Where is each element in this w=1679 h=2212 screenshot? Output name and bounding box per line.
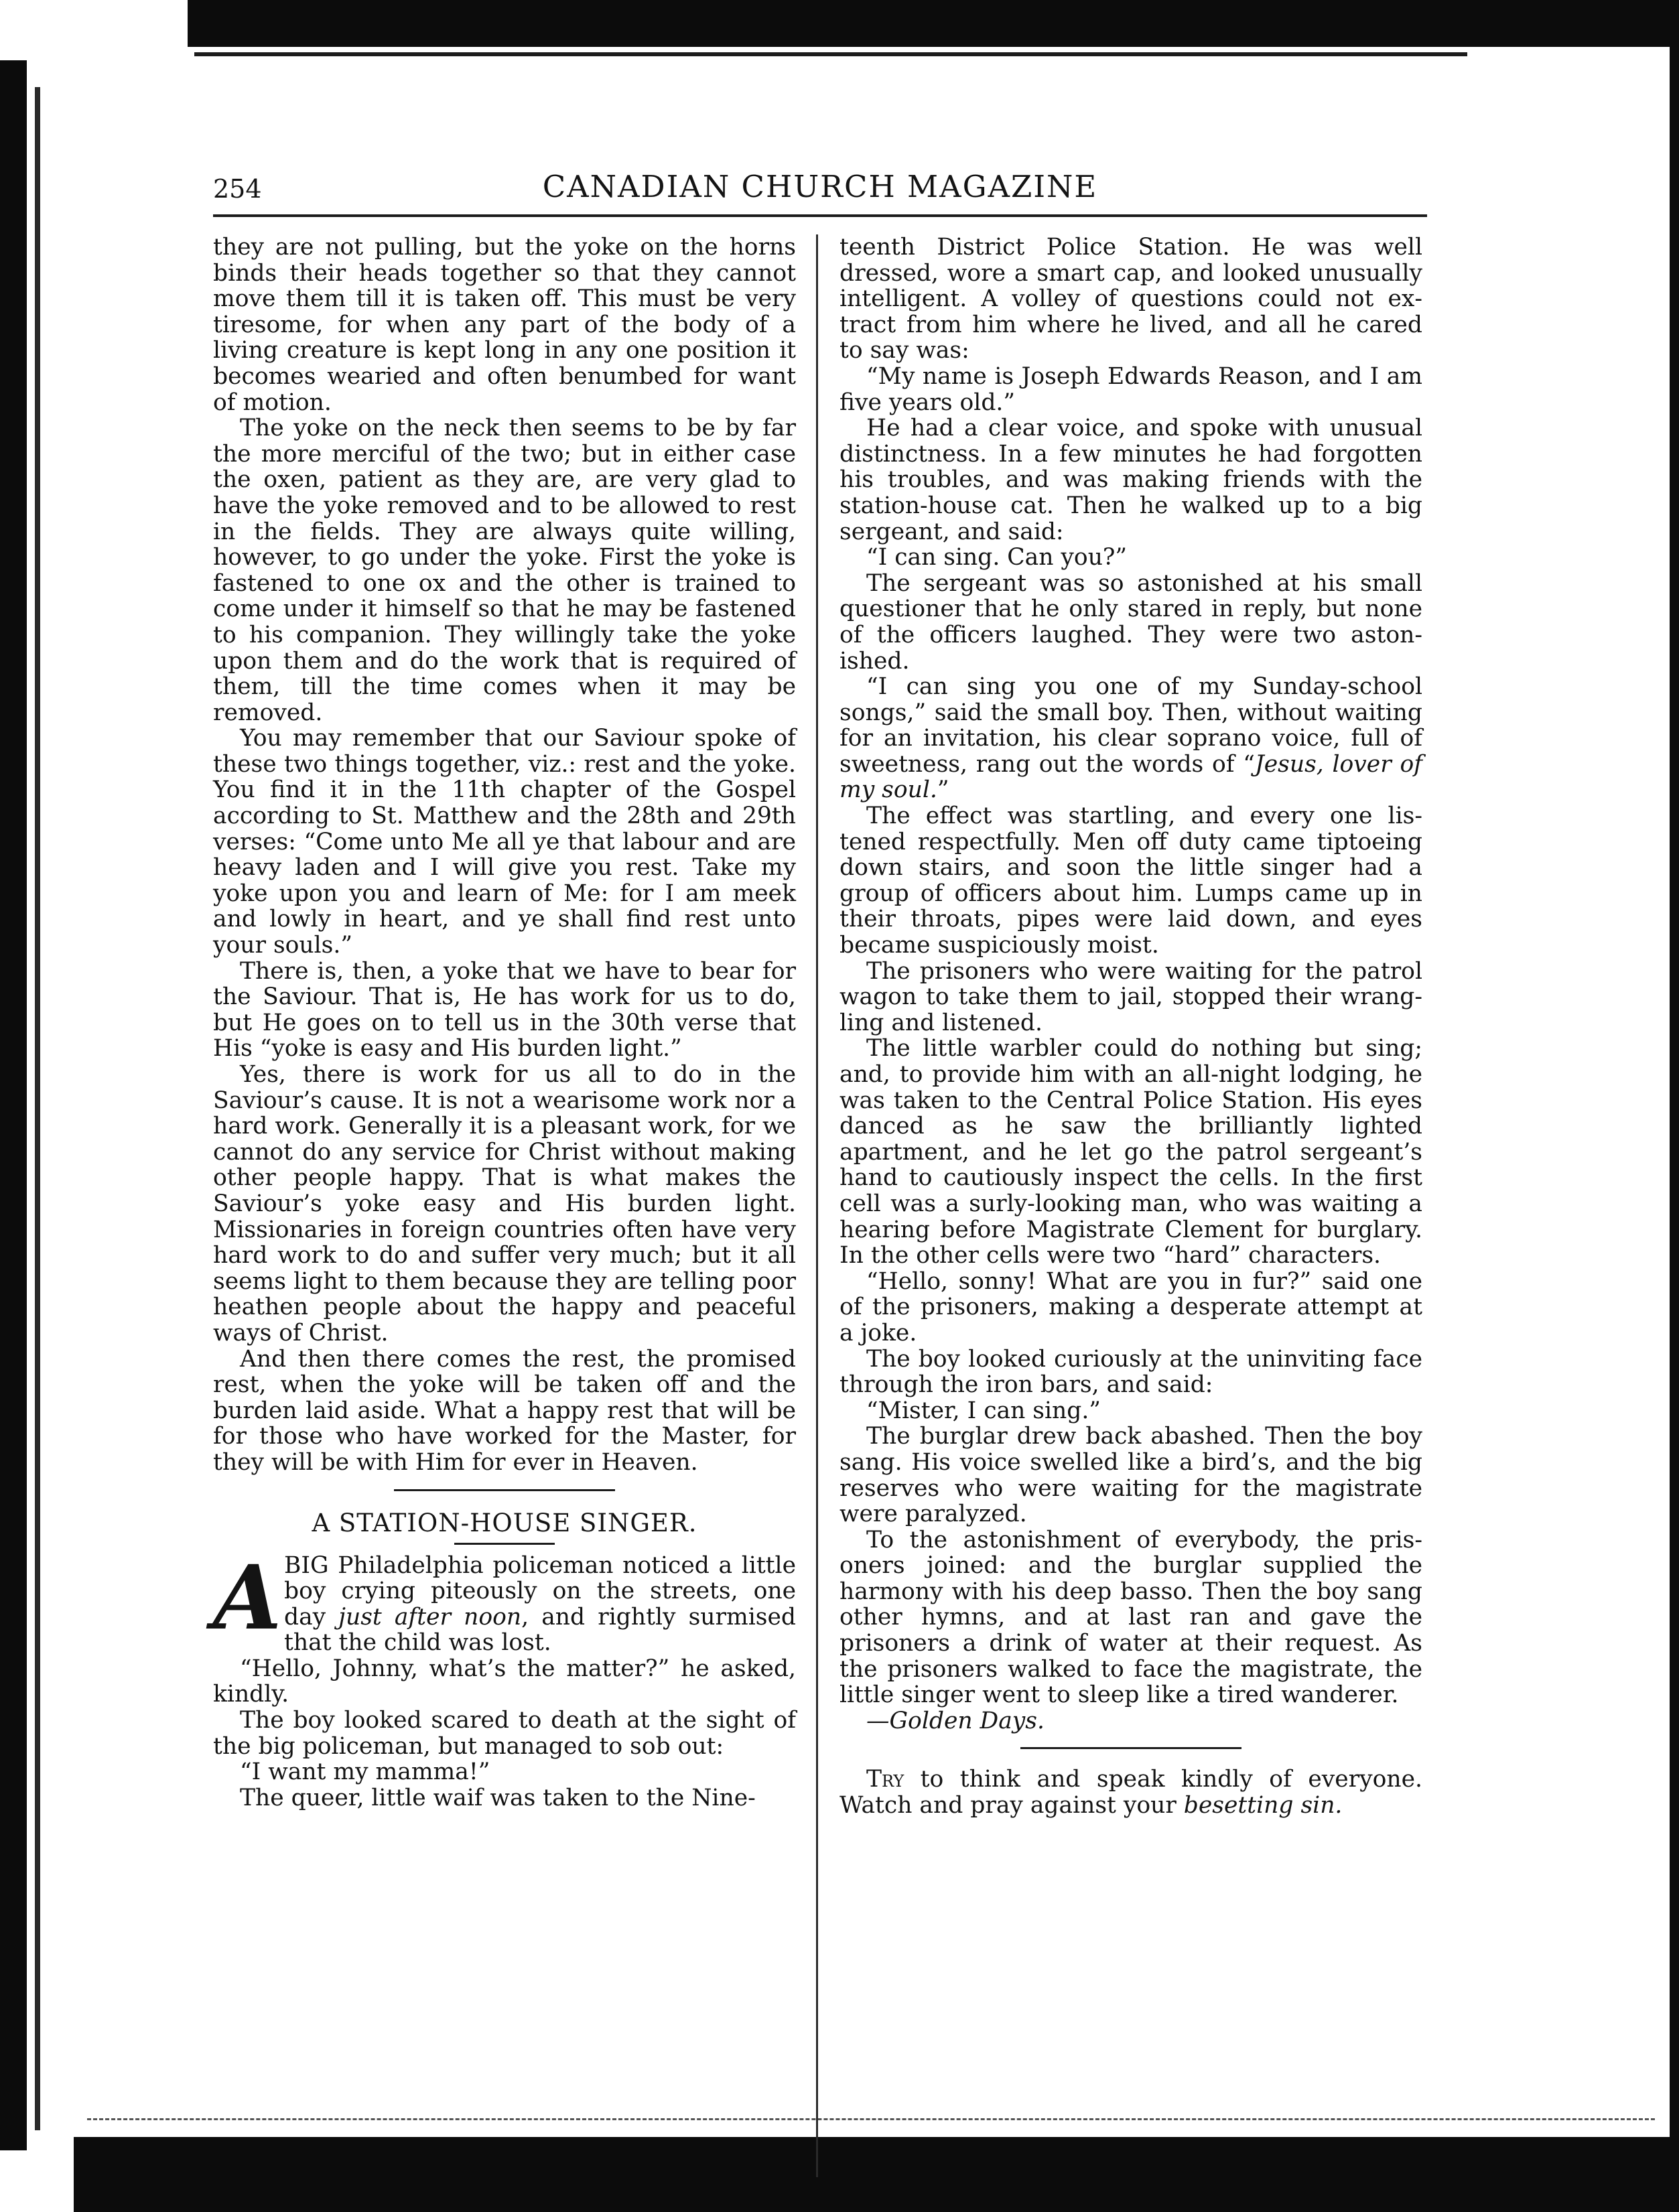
paragraph: teenth District Police Station. He was well dressed, wore a smart cap, and looked unusually intelligent. A volley of questions could not extract from him where he lived, and all he cared to say was: (840, 234, 1422, 364)
paragraph: The burglar drew back abashed. Then the boy sang. His voice swelled like a bird’s, and the big reserves who were waiting for the magistrate were paralyzed. (840, 1423, 1422, 1528)
paragraph: “Hello, sonny! What are you in fur?” said one of the prisoners, making a desperate attempt at a joke. (840, 1267, 1422, 1346)
paragraph: The yoke on the neck then seems to be by far the more merciful of the two; but in either case the oxen, patient as they are, are very glad to have the yoke removed and to be allowed to rest in the fields. They are always quite willing, however, to go under the yoke. First the yoke is fastened to one ox and the other is trained to come under it himself so that he may be fastened to his companion. They willingly take the yoke upon them and do the work that is required of them, till the time comes when it may be removed. (213, 415, 796, 726)
section-divider (1020, 1747, 1241, 1749)
running-title: CANADIAN CHURCH MAGAZINE (542, 169, 1098, 204)
paragraph: The queer, little waif was taken to the Nine- (240, 1784, 756, 1811)
page-number: 254 (213, 174, 262, 204)
paragraph: The boy looked scared to death at the sight of the big policeman, but managed to sob out: (213, 1707, 796, 1760)
closing-quote: ” (937, 776, 949, 804)
paragraph: He had a clear voice, and spoke with unusual distinctness. In a few minutes he had forgotten his troubles, and was making friends with the station-house cat. Then he walked up to a big sergeant, and said: (840, 415, 1422, 545)
page-header (213, 161, 1427, 217)
title-underline (454, 1543, 555, 1545)
paragraph-text: “I can sing you one of my Sunday-school songs,” said the small boy. Then, without waiting for an invitation, his clear soprano voice, full of sweetness, rang out the words of “ (840, 673, 1422, 778)
scan-edge-top (188, 0, 1679, 47)
italic-phrase: just after noon (338, 1603, 522, 1631)
paragraph: The sergeant was so astonished at his small questioner that he only stared in reply, but none of the officers laughed. They were two astonished. (840, 569, 1422, 675)
paragraph: The little warbler could do nothing but sing; and, to provide him with an all-night lodging, he was taken to the Central Police Station. His eyes danced as he saw the brilliantly lighted apartment, and he let go the patrol sergeant’s hand to cautiously inspect the cells. In the first cell was a surly-looking man, who was waiting a hearing before Magistrate Clement for burglary. In the other cells were two “hard” characters. (840, 1035, 1422, 1269)
section-divider (394, 1489, 615, 1491)
scan-edge-right (1670, 0, 1679, 2212)
dropcap-letter: A (213, 1545, 282, 1650)
left-column (213, 234, 796, 1811)
scan-edge-bottom (74, 2137, 1679, 2212)
magazine-page (213, 161, 1427, 1819)
paragraph: The boy looked curiously at the uninviting face through the iron bars, and said: (840, 1345, 1422, 1399)
paragraph: The effect was startling, and every one listened respectfully. Men off duty came tiptoeing down stairs, and soon the little singer had a group of officers about him. Lumps came up in their throats, pipes were laid down, and eyes became suspiciously moist. (840, 803, 1422, 959)
paragraph: The prisoners who were waiting for the patrol wagon to take them to jail, stopped their wrangling and listened. (840, 957, 1422, 1036)
closing-italic: besetting sin. (1183, 1792, 1343, 1819)
hymn-title: Jesus, lover of my soul. (840, 750, 1422, 804)
paragraph-with-hymn (840, 674, 1422, 803)
paragraph: “I want my mamma!” (240, 1758, 490, 1786)
scan-edge-bottom-dash (87, 2118, 1655, 2122)
paragraph: To the astonishment of everybody, the prisoners joined: and the burglar supplied the harmony with his deep basso. Then the boy sang other hymns, and at last ran and gave the prisoners a drink of water at their request. As the prisoners walked to face the magistrate, the little singer went to sleep like a tired wanderer. (840, 1526, 1422, 1709)
right-column (840, 234, 1422, 1819)
paragraph: You may remember that our Saviour spoke of these two things together, viz.: rest and the yoke. You find it in the 11th chapter of the Gospel according to St. Matthew and the 28th and 29th verses: “Come unto Me all ye that labour and are heavy laden and I will give you rest. Take my yoke upon you and learn of Me: for I am meek and lowly in heart, and ye shall find rest unto your souls.” (213, 725, 796, 959)
paragraph: “Hello, Johnny, what’s the matter?” he asked, kindly. (213, 1655, 796, 1708)
dropcap-paragraph (213, 1545, 796, 1657)
column-divider (816, 234, 818, 2177)
scan-edge-left (0, 60, 27, 2150)
paragraph: “I can sing. Can you?” (866, 544, 1128, 571)
scan-edge-top-line (194, 52, 1467, 56)
paragraph: “Mister, I can sing.” (866, 1397, 1101, 1424)
dropcap-paragraph-text: BIG Philadelphia policeman noticed a little boy crying piteously on the streets, one day just after noon, and rightly surmised that the child was lost. (284, 1551, 796, 1657)
paragraph: Yes, there is work for us all to do in the Saviour’s cause. It is not a wearisome work nor a hard work. Generally it is a pleasant work, for we cannot do any service for Christ without making other people happy. That is what makes the Saviour’s yoke easy and His burden light. Missionaries in foreign countries often have very hard work to do and suffer very much; but it all seems light to them because they are telling poor heathen people about the happy and peaceful ways of Christ. (213, 1061, 796, 1346)
article-title: A STATION-HOUSE SINGER. (312, 1508, 697, 1537)
attribution-text: —Golden Days. (866, 1707, 1045, 1734)
closing-text: to think and speak kindly of everyone. Watch and pray against your (840, 1766, 1422, 1819)
paragraph: they are not pulling, but the yoke on the horns binds their heads together so that they cannot move them till it is taken off. This must be very tiresome, for when any part of the body of a living creature is kept long in any one position it becomes wearied and often benumbed for want of motion. (213, 234, 796, 416)
closing-first-word: Try (866, 1766, 904, 1793)
closing-note (840, 1767, 1422, 1818)
attribution (840, 1708, 1422, 1734)
paragraph: And then there comes the rest, the promised rest, when the yoke will be taken off and the burden laid aside. What a happy rest that will be for those who have worked for the Master, for they will be with Him for ever in Heaven. (213, 1345, 796, 1476)
paragraph: “My name is Joseph Edwards Reason, and I am five years old.” (840, 362, 1422, 416)
scan-edge-left-inner (35, 87, 40, 2130)
paragraph: There is, then, a yoke that we have to bear for the Saviour. That is, He has work for us to do, but He goes on to tell us in the 30th verse that His “yoke is easy and His burden light.” (213, 957, 796, 1062)
